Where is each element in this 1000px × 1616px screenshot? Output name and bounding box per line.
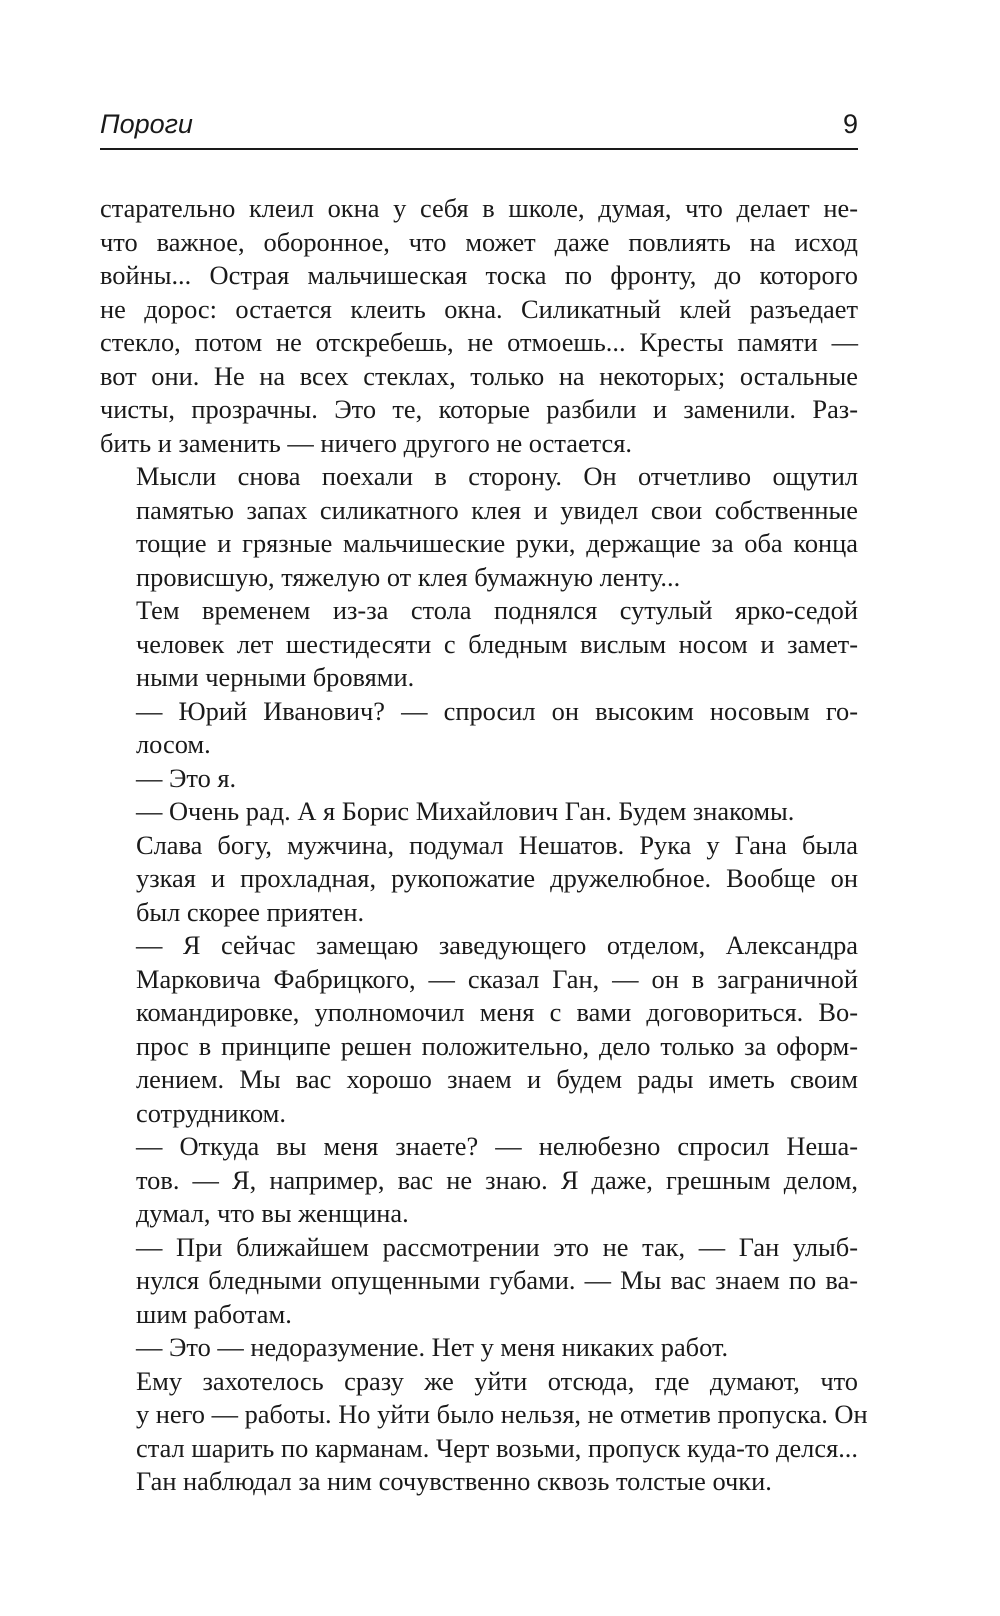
paragraph — [100, 829, 858, 930]
text-line: тов. — Я, например, вас не знаю. Я даже, грешным делом, — [136, 1164, 858, 1195]
text-line: — При ближайшем рассмотрении это не так, — Ган улыб- — [136, 1231, 858, 1262]
text-line: — Это — недоразумение. Нет у меня никаких работ. — [136, 1332, 729, 1362]
paragraph — [100, 192, 858, 460]
text-line: чисты, прозрачны. Это те, которые разбили и заменили. Раз- — [100, 394, 858, 424]
text-line: вот они. Не на всех стеклах, только на некоторых; остальные — [100, 360, 858, 391]
text-line: был скорее приятен. — [136, 896, 365, 927]
text-line: Ему захотелось сразу же уйти отсюда, где думают, что — [136, 1365, 858, 1396]
text-line: сотрудником. — [136, 1097, 286, 1128]
text-line: у него — работы. Но уйти было нельзя, не отметив пропуска. Он — [136, 1399, 868, 1429]
text-line: — Это я. — [136, 762, 237, 793]
text-line: старательно клеил окна у себя в школе, думая, что делает не- — [100, 193, 858, 223]
text-line: командировке, уполномочил меня с вами договориться. Во- — [136, 997, 858, 1027]
text-line: Марковича Фабрицкого, — сказал Ган, — он в заграничной — [136, 963, 858, 994]
running-title: Пороги — [100, 109, 193, 139]
text-line: прос в принципе решен положительно, дело только за оформ- — [136, 1030, 858, 1061]
text-line: узкая и прохладная, рукопожатие дружелюбное. Вообще он — [136, 863, 858, 893]
text-line: лением. Мы вас хорошо знаем и будем рады иметь своим — [136, 1064, 858, 1094]
text-line: не дорос: остается клеить окна. Силикатный клей разъедает — [100, 293, 858, 324]
paragraph — [100, 1365, 868, 1499]
paragraph — [100, 795, 858, 829]
paragraph — [100, 460, 858, 594]
running-header — [100, 108, 858, 150]
paragraph — [100, 1331, 858, 1365]
text-line: ными черными бровями. — [136, 662, 415, 692]
paragraph — [100, 695, 858, 762]
text-line: стал шарить по карманам. Черт возьми, пропуск куда-то делся... — [136, 1432, 858, 1463]
text-line: Тем временем из-за стола поднялся сутулый ярко-седой — [136, 595, 858, 625]
paragraph — [100, 1231, 858, 1332]
book-page — [100, 108, 868, 1499]
text-line: памятью запах силикатного клея и увидел свои собственные — [136, 494, 858, 525]
paragraph — [100, 594, 858, 695]
text-line: — Очень рад. А я Борис Михайлович Ган. Будем знакомы. — [136, 796, 795, 826]
text-line: думал, что вы женщина. — [136, 1198, 409, 1228]
text-line: лосом. — [136, 729, 211, 759]
text-line: тощие и грязные мальчишеские руки, держащие за оба конца — [136, 528, 858, 558]
text-line: — Откуда вы меня знаете? — нелюбезно спросил Неша- — [136, 1131, 858, 1161]
text-line: — Юрий Иванович? — спросил он высоким носовым го- — [136, 695, 858, 726]
text-line: Слава богу, мужчина, подумал Нешатов. Рука у Гана была — [136, 829, 858, 860]
text-body — [100, 192, 868, 1499]
paragraph — [100, 1130, 858, 1231]
paragraph — [100, 762, 858, 796]
paragraph — [100, 929, 858, 1130]
text-line: шим работам. — [136, 1298, 292, 1329]
text-line: Ган наблюдал за ним сочувственно сквозь толстые очки. — [136, 1466, 772, 1496]
text-line: войны... Острая мальчишеская тоска по фронту, до которого — [100, 260, 858, 290]
text-line: нулся бледными опущенными губами. — Мы вас знаем по ва- — [136, 1265, 858, 1295]
text-line: Мысли снова поехали в сторону. Он отчетливо ощутил — [136, 461, 858, 491]
text-line: стекло, потом не отскребешь, не отмоешь... Кресты памяти — — [100, 327, 858, 357]
page-number: 9 — [842, 109, 858, 139]
text-line: человек лет шестидесяти с бледным вислым носом и замет- — [136, 628, 858, 659]
text-line: бить и заменить — ничего другого не остается. — [100, 427, 632, 458]
text-line: что важное, оборонное, что может даже повлиять на исход — [100, 226, 858, 257]
text-line: — Я сейчас замещаю заведующего отделом, Александра — [136, 930, 858, 960]
text-line: провисшую, тяжелую от клея бумажную ленту... — [136, 561, 681, 592]
